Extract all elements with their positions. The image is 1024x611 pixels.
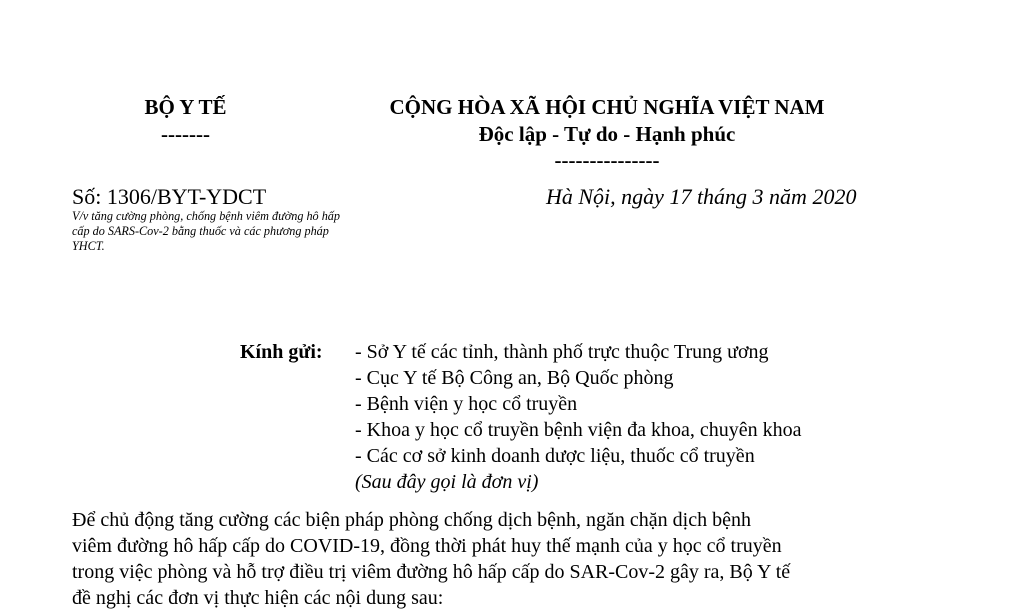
recipient-list [355, 339, 802, 469]
body-paragraph [72, 507, 902, 611]
recipient-label: Kính gửi: [240, 341, 323, 363]
place-and-date: Hà Nội, ngày 17 tháng 3 năm 2020 [546, 184, 857, 209]
body-line: đề nghị các đơn vị thực hiện các nội dung sau: [72, 587, 444, 609]
document-subject: V/v tăng cường phòng, chống bệnh viêm đường hô hấp cấp do SARS-Cov-2 bằng thuốc và các phương pháp YHCT. [72, 209, 340, 253]
recipient-item: - Bệnh viện y học cổ truyền [355, 393, 578, 415]
recipient-item: - Các cơ sở kinh doanh dược liệu, thuốc cổ truyền [355, 445, 755, 467]
recipient-item: - Cục Y tế Bộ Công an, Bộ Quốc phòng [355, 367, 674, 389]
national-motto: Độc lập - Tự do - Hạnh phúc [478, 122, 736, 146]
recipient-item: - Sở Y tế các tỉnh, thành phố trực thuộc Trung ương [355, 341, 769, 363]
document-number: Số: 1306/BYT-YDCT [72, 184, 267, 209]
national-title: CỘNG HÒA XÃ HỘI CHỦ NGHĨA VIỆT NAM [389, 95, 825, 119]
ministry-divider: ------- [161, 122, 210, 146]
body-line: trong việc phòng và hỗ trợ điều trị viêm đường hô hấp cấp do SAR-Cov-2 gây ra, Bộ Y tế [72, 561, 791, 583]
body-line: Để chủ động tăng cường các biện pháp phòng chống dịch bệnh, ngăn chặn dịch bệnh [72, 509, 751, 531]
ministry-name: BỘ Y TẾ [144, 95, 227, 119]
motto-divider: --------------- [554, 148, 660, 172]
recipient-item: - Khoa y học cổ truyền bệnh viện đa khoa, chuyên khoa [355, 419, 802, 441]
recipient-note: (Sau đây gọi là đơn vị) [355, 471, 539, 493]
body-line: viêm đường hô hấp cấp do COVID-19, đồng thời phát huy thế mạnh của y học cổ truyền [72, 535, 782, 557]
